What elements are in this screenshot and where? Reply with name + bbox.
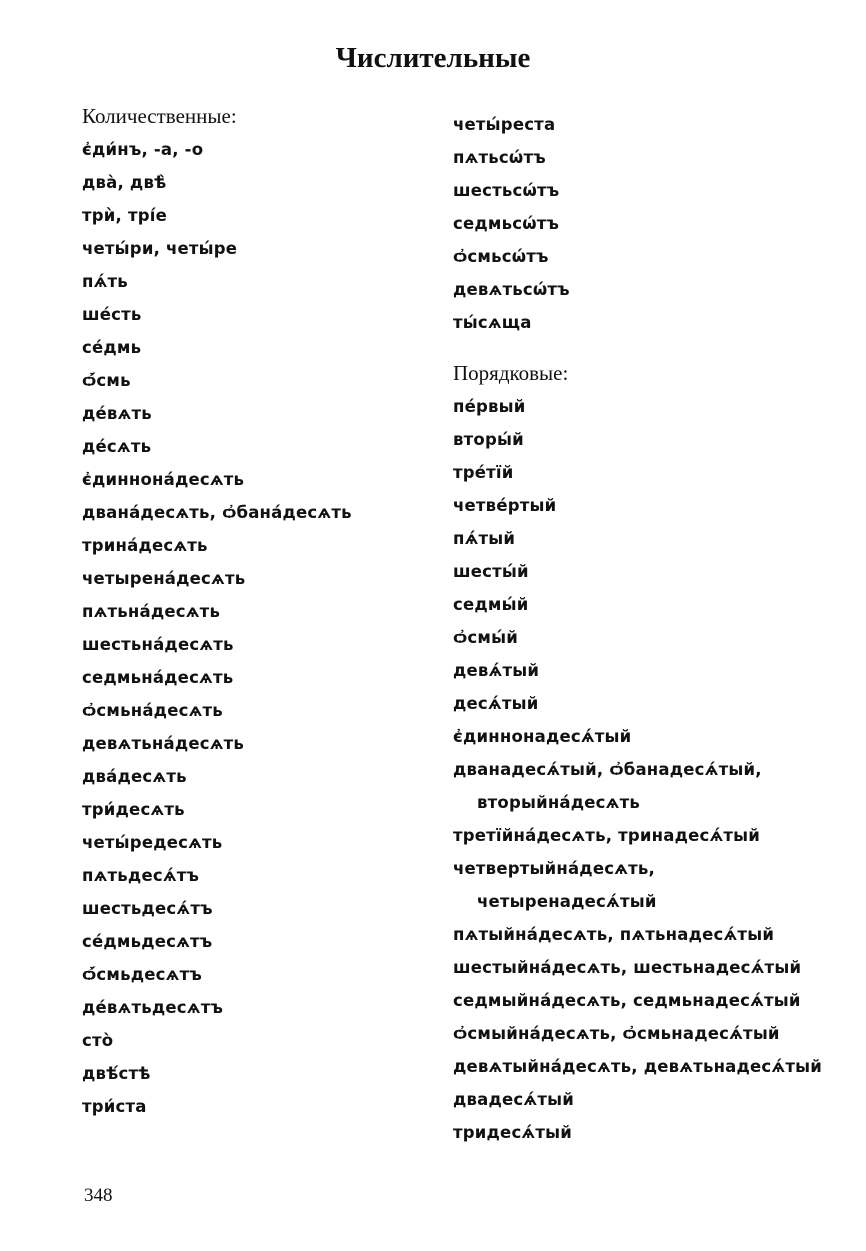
cardinal-heading: Количественные: xyxy=(82,104,237,128)
list-item: ѻ҆́смь xyxy=(82,371,131,390)
list-item: шестыйна́десѧть, шестьнадесѧ́тый xyxy=(453,958,802,977)
list-item: десѧ́тый xyxy=(453,694,539,713)
section-spacer xyxy=(453,339,853,357)
list-item: девѧтыйна́десѧть, девѧтьнадесѧ́тый xyxy=(453,1057,822,1076)
list-item: ты́сѧща xyxy=(453,313,532,332)
list-item: пѧтьна́десѧть xyxy=(82,602,221,621)
cardinal-list xyxy=(82,133,442,1123)
list-item: седмьна́десѧть xyxy=(82,668,234,687)
list-item: тре́тїй xyxy=(453,463,514,482)
list-item: седмьсѡ́тъ xyxy=(453,214,560,233)
list-item: де́сѧть xyxy=(82,437,152,456)
list-item: вторы́й xyxy=(453,430,524,449)
list-item: четырена́десѧть xyxy=(82,569,246,588)
cardinal-column xyxy=(82,100,442,1123)
right-column xyxy=(453,100,853,1149)
list-item: є҆диннонадесѧ́тый xyxy=(453,727,632,746)
list-item: пе́рвый xyxy=(453,397,526,416)
list-item: два́десѧть xyxy=(82,767,187,786)
list-item: девѧ́тый xyxy=(453,661,540,680)
list-item: шесты́й xyxy=(453,562,529,581)
list-item: четыренадесѧ́тый xyxy=(477,892,657,911)
ordinal-list xyxy=(453,390,853,1149)
ordinal-heading: Порядковые: xyxy=(453,361,569,385)
list-item: двѣ́стѣ xyxy=(82,1064,151,1083)
list-item: четы́реста xyxy=(453,115,556,134)
list-item: ѻ҆смыйна́десѧть, ѻ҆смьнадесѧ́тый xyxy=(453,1024,780,1043)
list-item: четы́ри, четы́ре xyxy=(82,239,238,258)
list-item: три́десѧть xyxy=(82,800,185,819)
list-item: є҆ди́нъ, -а, -о xyxy=(82,140,204,159)
list-item: пѧ́ть xyxy=(82,272,128,291)
list-item: пѧ́тый xyxy=(453,529,516,548)
list-item: пѧтыйна́десѧть, пѧтьнадесѧ́тый xyxy=(453,925,775,944)
list-item: де́вѧтьдесѧтъ xyxy=(82,998,224,1017)
list-item: трѝ, трі́е xyxy=(82,206,167,225)
list-item: де́вѧть xyxy=(82,404,152,423)
list-item: шестьдесѧ́тъ xyxy=(82,899,213,918)
list-item: трина́десѧть xyxy=(82,536,208,555)
list-item: девѧтьсѡ́тъ xyxy=(453,280,570,299)
list-item: четвертыйна́десѧть, xyxy=(453,859,655,878)
list-item: двадесѧ́тый xyxy=(453,1090,574,1109)
list-item: шестьсѡ́тъ xyxy=(453,181,560,200)
list-item: сто̀ xyxy=(82,1031,114,1050)
list-item: третїйна́десѧть, тринадесѧ́тый xyxy=(453,826,761,845)
list-item: дванадесѧ́тый, ѻ҆банадесѧ́тый, xyxy=(453,760,762,779)
list-item: ше́сть xyxy=(82,305,142,324)
list-item: се́дмь xyxy=(82,338,142,357)
list-item: четы́редесѧть xyxy=(82,833,223,852)
list-item: седмыйна́десѧть, седмьнадесѧ́тый xyxy=(453,991,801,1010)
list-item: два̀, двѣ̀ xyxy=(82,173,167,192)
list-item: седмы́й xyxy=(453,595,529,614)
list-item: пѧтьдесѧ́тъ xyxy=(82,866,200,885)
list-item: ѻ҆смьна́десѧть xyxy=(82,701,223,720)
list-item: четве́ртый xyxy=(453,496,557,515)
page-title: Числительные xyxy=(335,42,531,74)
list-item: ѻ҆смы́й xyxy=(453,628,518,647)
page-number: 348 xyxy=(84,1185,113,1206)
list-item: ѻ҆смьсѡ́тъ xyxy=(453,247,549,266)
cardinal-continued-list xyxy=(453,108,853,339)
list-item: вторыйна́десѧть xyxy=(477,793,640,812)
list-item: ѻ҆́смьдесѧтъ xyxy=(82,965,202,984)
list-item: двана́десѧть, ѻ҆бана́десѧть xyxy=(82,503,352,522)
list-item: тридесѧ́тый xyxy=(453,1123,573,1142)
list-item: се́дмьдесѧтъ xyxy=(82,932,213,951)
list-item: шестьна́десѧть xyxy=(82,635,234,654)
list-item: пѧтьсѡ́тъ xyxy=(453,148,546,167)
list-item: девѧтьна́десѧть xyxy=(82,734,245,753)
list-item: є҆диннона́десѧть xyxy=(82,470,245,489)
list-item: три́ста xyxy=(82,1097,147,1116)
